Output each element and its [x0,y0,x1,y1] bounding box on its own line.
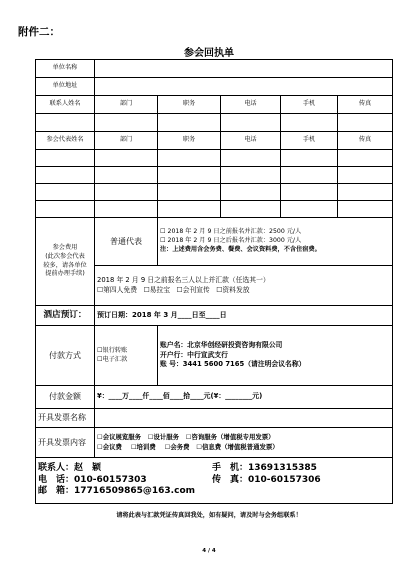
rep-entry-cell[interactable] [338,150,393,167]
page-number: 4 / 4 [202,548,216,554]
rep-title-header: 职务 [158,132,221,150]
payment-row [36,326,393,386]
amount-label: 付款金额 [36,386,95,409]
rep-entry-cell[interactable] [36,201,95,218]
exhibition-service-option[interactable]: ☐会议展览服务 [97,433,142,442]
rep-entry-cell[interactable] [36,167,95,184]
rep-entry-cell[interactable] [158,167,221,184]
mobile-value: 13691315385 [248,462,317,473]
document-title: 参会回执单 [184,48,234,59]
contact-info-row [36,458,393,504]
contact-entry-cell[interactable] [95,114,158,132]
rep-entry-cell[interactable] [221,184,281,201]
rep-entry-cell[interactable] [338,201,393,218]
rep-entry-cell[interactable] [158,201,221,218]
unit-name-label: 单位名称 [36,60,95,78]
invoice-content-row [36,428,393,458]
invoice-options-special [97,433,390,442]
rep-entry-cell[interactable] [338,167,393,184]
contact-entry-row [36,114,393,132]
rep-entry-cell[interactable] [281,167,338,184]
rep-entry-cell[interactable] [158,150,221,167]
rep-name-header: 参会代表姓名 [36,132,95,150]
e-remittance-option[interactable]: ☐电子汇款 [97,355,128,363]
rep-dept-header: 部门 [95,132,158,150]
email-label: 邮 箱： [38,486,75,497]
group-options [97,286,390,296]
contact-line-2 [38,475,390,487]
bank-transfer-option[interactable]: ☐银行转账 [97,346,128,354]
invoice-name-label: 开具发票名称 [36,409,95,428]
fee-label-cell [36,218,95,306]
group-offer-cell [95,266,393,306]
contact-header-row [36,96,393,114]
contact-fax-header: 传真 [338,96,393,114]
contact-line-1 [38,463,390,475]
fee-label-note: 提前办理手续) [45,270,85,278]
group-offer-text: 2018 年 2 月 9 日之前报名三人以上并汇款（任选其一） [97,275,270,284]
contact-mobile-header: 手机 [281,96,338,114]
contact-person-label: 联系人： [38,462,75,473]
contact-name-header: 联系人姓名 [36,96,95,114]
phone-value: 010-60157303 [74,474,147,485]
early-fee-option[interactable]: ☐ 2018 年 2 月 9 日之前报名并汇款：2500 元/人 [160,228,302,236]
contact-info-cell [36,458,393,504]
amount-row [36,386,393,409]
invoice-content-label: 开具发票内容 [36,428,95,458]
rep-entry-cell[interactable] [36,184,95,201]
meeting-fee-option[interactable]: ☐会议费 [97,442,122,451]
hotel-date-field[interactable]: 预订日期：2018 年 3 月____日至____日 [95,306,393,326]
fax-value: 010-60157306 [248,474,321,485]
rep-mobile-header: 手机 [281,132,338,150]
registration-form-table [35,59,393,504]
contact-line-3 [38,486,390,498]
contact-person-value: 赵 颖 [74,462,102,473]
information-fee-option[interactable]: ☐信息费（增值税普通发票） [196,442,279,451]
phone-label: 电 话： [38,474,75,485]
invoice-options-cell [95,428,393,458]
invoice-name-row [36,409,393,428]
account-name: 账户名：北京华创经研投资咨询有限公司 [160,340,283,349]
bank-details-cell [158,326,393,386]
rollup-banner-option[interactable]: ☐易拉宝 [143,285,171,294]
unit-address-label: 单位地址 [36,78,95,96]
unit-name-input[interactable] [95,60,393,78]
rep-entry-cell[interactable] [95,150,158,167]
contact-entry-cell[interactable] [221,114,281,132]
fee-label-note: 较多，请各单位 [43,261,87,269]
bank-name: 开户行：中行宣武支行 [160,350,228,359]
rep-entry-cell[interactable] [338,184,393,201]
contact-title-header: 职务 [158,96,221,114]
fourth-free-option[interactable]: ☐第四人免费 [97,285,138,294]
rep-entry-row [36,150,393,167]
unit-address-input[interactable] [95,78,393,96]
email-value[interactable]: 17716509865@163.com [74,486,196,497]
normal-fee-cell [158,218,393,266]
contact-entry-cell[interactable] [158,114,221,132]
mobile-label: 手 机： [212,462,249,473]
document-header: 附件二： [18,26,60,38]
rep-entry-cell[interactable] [281,150,338,167]
rep-entry-cell[interactable] [95,167,158,184]
fee-note: 注：上述费用含会务费、餐费、会议资料费，不含住宿费。 [160,245,321,253]
rep-fax-header: 传真 [338,132,393,150]
payment-method-label: 付款方式 [36,326,95,386]
training-fee-option[interactable]: ☐培训费 [130,442,156,451]
contact-entry-cell[interactable] [281,114,338,132]
rep-entry-cell[interactable] [221,150,281,167]
conference-fee-option[interactable]: ☐会务费 [164,442,190,451]
material-distribution-option[interactable]: ☐资料发放 [216,285,250,294]
fax-label: 传 真： [212,474,249,485]
rep-entry-row [36,201,393,218]
contact-entry-cell[interactable] [36,114,95,132]
rep-entry-cell[interactable] [221,201,281,218]
rep-entry-cell[interactable] [281,201,338,218]
rep-entry-cell[interactable] [221,167,281,184]
invoice-name-input[interactable] [95,409,393,428]
contact-entry-cell[interactable] [338,114,393,132]
late-fee-option[interactable]: ☐ 2018 年 2 月 9 日之后报名并汇款：3000 元/人 [160,237,302,244]
contact-phone-header: 电话 [221,96,281,114]
account-number: 账 号：3441 5600 7165（请注明会议名称） [160,360,306,369]
rep-entry-cell[interactable] [95,201,158,218]
consulting-service-option[interactable]: ☐咨询服务（增值税专用发票） [185,433,275,442]
hotel-row [36,306,393,326]
unit-name-row [36,60,393,78]
rep-entry-cell[interactable] [158,184,221,201]
rep-header-row [36,132,393,150]
rep-entry-row [36,167,393,184]
rep-entry-cell[interactable] [36,150,95,167]
fee-normal-row [36,218,393,266]
payment-method-cell [95,326,158,386]
unit-address-row [36,78,393,96]
rep-entry-row [36,184,393,201]
contact-dept-header: 部门 [95,96,158,114]
hotel-label: 酒店预订： [36,306,95,326]
normal-rep-label: 普通代表 [95,218,158,266]
invoice-options-general [97,443,390,452]
rep-entry-cell[interactable] [281,184,338,201]
journal-promo-option[interactable]: ☐会刊宣传 [176,285,210,294]
fee-label-note: (此次参会代表 [45,252,85,260]
rep-entry-cell[interactable] [95,184,158,201]
design-service-option[interactable]: ☐设计服务 [147,433,180,442]
footer-note: 请将此表与汇款凭证传真回我处，如有疑问，请及时与会务组联系！ [116,512,302,519]
fee-label: 参会费用 [52,243,78,251]
rep-phone-header: 电话 [221,132,281,150]
amount-field[interactable]: ¥：____万____仟____佰____拾____元(¥：________元) [95,386,393,409]
